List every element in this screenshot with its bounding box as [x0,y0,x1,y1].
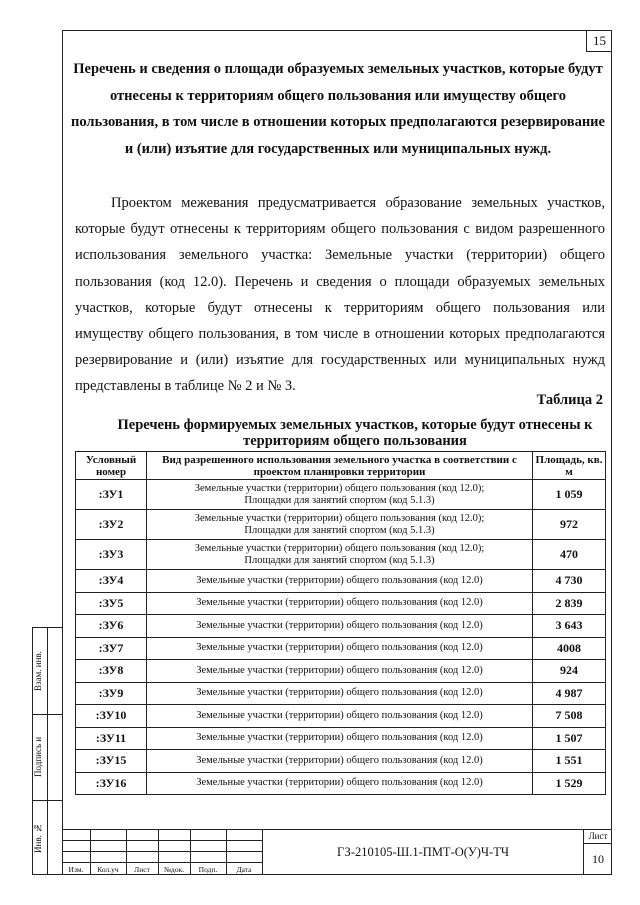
table-row [76,592,606,615]
plot-id: :ЗУ4 [76,570,147,593]
plot-area: 972 [533,510,606,540]
stamp-col-change: Изм. [68,865,84,874]
plot-use-line: Площадки для занятий спортом (код 5.1.3) [244,494,435,506]
plot-use-line: Площадки для занятий спортом (код 5.1.3) [244,554,435,566]
table-row [76,615,606,638]
plot-id: :ЗУ11 [76,727,147,750]
plot-id: :ЗУ3 [76,540,147,570]
plot-area: 1 529 [533,772,606,795]
plot-id: :ЗУ16 [76,772,147,795]
sheet-label: Лист [584,829,612,844]
stamp-col-doc: №док. [163,865,185,874]
plot-use: Земельные участки (территории) общего пользования (код 12.0) [147,750,533,773]
side-stamp [32,627,62,875]
plot-use: Земельные участки (территории) общего пользования (код 12.0) [147,727,533,750]
table-row [76,660,606,683]
plot-area: 1 059 [533,480,606,510]
plot-area: 1 551 [533,750,606,773]
plot-use-line: Площадки для занятий спортом (код 5.1.3) [244,524,435,536]
side-label-replace-inv: Взам. инв. [33,651,43,691]
table-row [76,705,606,728]
table-row [76,772,606,795]
document-code: ГЗ-210105-Ш.1-ПМТ-О(У)Ч-ТЧ [262,829,584,875]
table-label: Таблица 2 [536,392,603,408]
title-block [62,829,612,875]
plot-id: :ЗУ8 [76,660,147,683]
header-plot-id: Условный номер [76,452,147,480]
side-label-signature: Подпись и [33,736,43,778]
sheet-number: 10 [592,852,604,866]
table-row [76,510,606,540]
plot-use: Земельные участки (территории) общего пользования (код 12.0) [147,772,533,795]
paragraph-text: Проектом межевания предусматривается образование земельных участков, которые будут отнесены к территориям общего пользования с видом разрешенного использования земельного участка: Земельные участки (территории) общего пользования (код 12.0). Перечень и сведения о площади образуемых земельных участков, которые будут отнесены к территориям общего пользования или имуществу общего пользования, в том числе в отношении которых предполагаются резервирование и (или) изъятие для государственных или муниципальных нужд представлены в таблице № 2 и № 3. [75,195,605,395]
table-title: Перечень формируемых земельных участков, которые будут отнесены к территориям общего пользования [117,417,593,449]
plot-use [147,540,533,570]
plot-use: Земельные участки (территории) общего пользования (код 12.0) [147,705,533,728]
plot-id: :ЗУ9 [76,682,147,705]
plot-id: :ЗУ2 [76,510,147,540]
table-row [76,570,606,593]
stamp-col-date: Дата [236,865,252,874]
stamp-col-sign: Подп. [198,865,218,874]
plot-use-line: Земельные участки (территории) общего пользования (код 12.0); [194,512,485,524]
plot-use: Земельные участки (территории) общего пользования (код 12.0) [147,660,533,683]
plot-area: 924 [533,660,606,683]
plot-area: 4 730 [533,570,606,593]
table-row [76,727,606,750]
plot-area: 4008 [533,637,606,660]
plot-id: :ЗУ6 [76,615,147,638]
plot-use: Земельные участки (территории) общего пользования (код 12.0) [147,592,533,615]
plot-area: 7 508 [533,705,606,728]
table-row [76,682,606,705]
stamp-col-count: Кол.уч [97,865,119,874]
plot-use [147,480,533,510]
plot-area: 2 839 [533,592,606,615]
plot-area: 3 643 [533,615,606,638]
plot-use: Земельные участки (территории) общего пользования (код 12.0) [147,570,533,593]
plot-use: Земельные участки (территории) общего пользования (код 12.0) [147,682,533,705]
table-row [76,637,606,660]
body-paragraph [75,190,605,400]
plot-id: :ЗУ5 [76,592,147,615]
plot-use: Земельные участки (территории) общего пользования (код 12.0) [147,637,533,660]
header-area: Площадь, кв. м [533,452,606,480]
stamp-col-sheet: Лист [134,865,150,874]
plot-area: 1 507 [533,727,606,750]
table-row [76,750,606,773]
page-number: 15 [586,31,612,52]
plot-id: :ЗУ7 [76,637,147,660]
header-use-type: Вид разрешенного использования земельного участка в соответствии с проектом планировки территории [147,452,533,480]
plot-use [147,510,533,540]
plot-use-line: Земельные участки (территории) общего пользования (код 12.0); [194,542,485,554]
plot-area: 470 [533,540,606,570]
plot-id: :ЗУ15 [76,750,147,773]
side-label-inv-number: Инв. № [33,822,43,854]
plot-area: 4 987 [533,682,606,705]
plot-use-line: Земельные участки (территории) общего пользования (код 12.0); [194,482,485,494]
plot-use: Земельные участки (территории) общего пользования (код 12.0) [147,615,533,638]
table-row [76,480,606,510]
section-heading: Перечень и сведения о площади образуемых земельных участков, которые будут отнесены к территориям общего пользования или имуществу общего пользования, в том числе в отношении которых предполагаются резервирование и (или) изъятие для государственных или муниципальных нужд. [71,61,605,157]
land-plots-table [75,451,606,795]
plot-id: :ЗУ10 [76,705,147,728]
plot-id: :ЗУ1 [76,480,147,510]
table-row [76,540,606,570]
